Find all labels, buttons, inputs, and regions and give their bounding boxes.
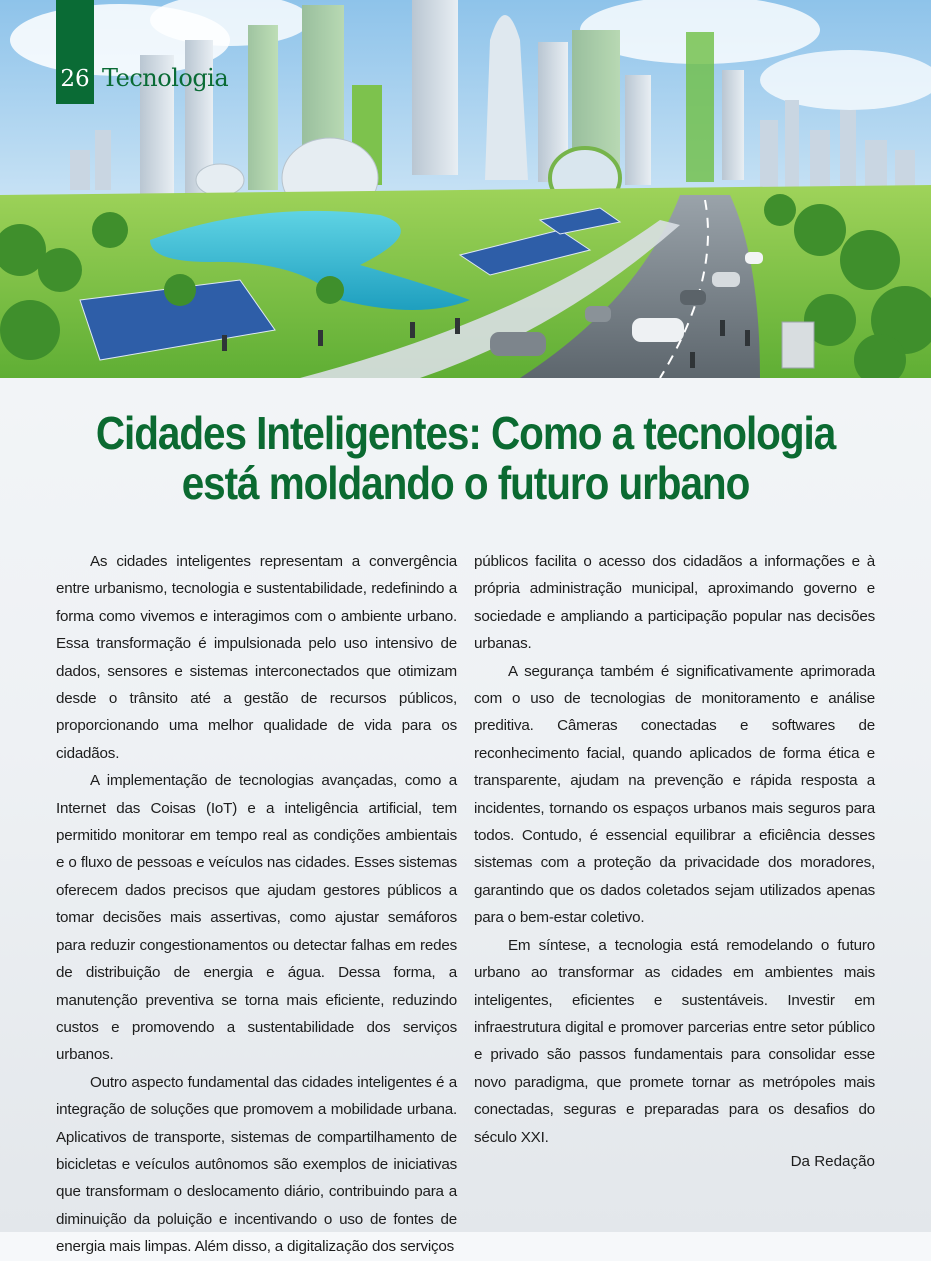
section-tab [56, 0, 228, 104]
article-title-line-1: Cidades Inteligentes: Como a tecnologia [95, 407, 836, 459]
paragraph: As cidades inteligentes representam a convergência entre urbanismo, tecnologia e sustentabilidade, redefinindo a forma como vivemos e interagimos com o ambiente urbano. Essa transformação é impulsionada pelo uso intensivo de dados, sensores e sistemas interconectados que otimizam desde o trânsito até a gestão de recursos públicos, proporcionando uma melhor qualidade de vida para os cidadãos. [56, 553, 457, 762]
paragraph: A implementação de tecnologias avançadas, como a Internet das Coisas (IoT) e a inteligência artificial, tem permitido monitorar em tempo real as condições ambientais e o fluxo de pessoas e veículos nas cidades. Esses sistemas oferecem dados precisos que ajudam gestores públicos a tomar decisões mais assertivas, como ajustar semáforos para reduzir congestionamentos ou detectar falhas em redes de distribuição de energia e água. Dessa forma, a manutenção preventiva se torna mais eficiente, reduzindo custos e promovendo a sustentabilidade dos serviços urbanos. [56, 772, 457, 1064]
paragraph: Em síntese, a tecnologia está remodelando o futuro urbano ao transformar as cidades em ambientes mais inteligentes, eficientes e sustentáveis. Investir em infraestrutura digital e promover parcerias entre setor público e privado são passos fundamentais para consolidar esse novo paradigma, que promete tornar as metrópoles mais conectadas, seguras e preparadas para os desafios do século XXI. [474, 936, 875, 1146]
article-column-right [474, 548, 875, 1151]
section-name: Tecnologia [102, 64, 229, 92]
article-title-line-2: está moldando o futuro urbano [181, 457, 750, 509]
paragraph: públicos facilita o acesso dos cidadãos a informações e à própria administração municipal, aproximando governo e sociedade e ampliando a participação popular nas decisões urbanas. [474, 553, 875, 653]
article-column-left [56, 548, 457, 1261]
page-number: 26 [56, 0, 94, 104]
article-signature: Da Redação [790, 1153, 875, 1170]
article-title [91, 408, 840, 508]
paragraph: Outro aspecto fundamental das cidades inteligentes é a integração de soluções que promovem a mobilidade urbana. Aplicativos de transporte, sistemas de compartilhamento de bicicletas e veículos autônomos são exemplos de iniciativas que transformam o deslocamento diário, contribuindo para a diminuição da poluição e incentivando o uso de fontes de energia mais limpas. Além disso, a digitalização dos serviços [56, 1073, 457, 1256]
paragraph: A segurança também é significativamente aprimorada com o uso de tecnologias de monitoramento e análise preditiva. Câmeras conectadas e softwares de reconhecimento facial, quando aplicados de forma ética e transparente, ajudam na prevenção e rápida resposta a incidentes, tornando os espaços urbanos mais seguros para todos. Contudo, é essencial equilibrar a eficiência desses sistemas com a proteção da privacidade dos moradores, garantindo que os dados coletados sejam utilizados apenas para o bem-estar coletivo. [474, 662, 875, 927]
